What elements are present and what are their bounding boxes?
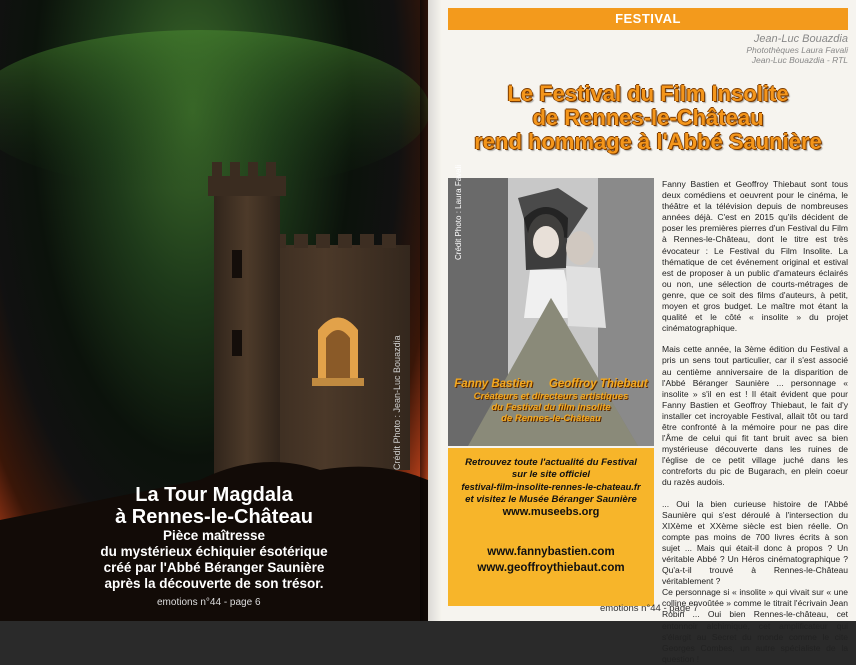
photo-credit-right: Crédit Photo : Laura Favali bbox=[454, 164, 463, 260]
caption-sub-line3: créé par l'Abbé Béranger Saunière bbox=[103, 560, 325, 575]
headline-line1: Le Festival du Film Insolite bbox=[507, 81, 789, 106]
paragraph-4: Ce personnage si « insolite » qui vivait sur « une colline envoûtée » comme le titrait l'écrivain Jean Robin ... Oui bien Rennes-le-château, cet entonnoir alchimique, cet amplificateur qui s'élargit au Secret du monde comme le cite Georges Combes, un autre spécialiste de la question ! bbox=[662, 587, 848, 664]
festival-link[interactable]: festival-film-insolite-rennes-le-chateau.fr bbox=[461, 482, 641, 492]
caption-sub-line1: Pièce maîtresse bbox=[162, 528, 266, 543]
caption-role-line1: Créateurs et directeurs artistiques bbox=[473, 391, 629, 402]
name-geoffroy: Geoffroy Thiebaut bbox=[548, 378, 648, 390]
geoffroy-website-link[interactable]: www.geoffroythiebaut.com bbox=[477, 562, 625, 574]
paragraph-1: Fanny Bastien et Geoffroy Thiebaut sont tous deux comédiens et oeuvrent pour le cinéma, le théâtre et la télévision depuis de nombreuses années déjà. C'est en 2015 qu'ils décident de poser les premières pierres d'un Festival du Film à Rennes-le-Château, dont le titre est très évocateur : Le Festival du Film Insolite. La thématique de cet événement original et estival est de proposer à un public d'amateurs éclairés ou non, une sélection de courts-métrages de genre, que ce soit des films d'auteurs, à petit, moyen et gros budget. Le maître mot étant la qualité et le côté « insolite » du projet cinématographique. bbox=[662, 179, 848, 334]
left-caption bbox=[0, 484, 428, 592]
info-line3: et visitez le Musée Béranger Saunière bbox=[465, 494, 637, 505]
photo-caption bbox=[448, 378, 654, 424]
author-credit2: Jean-Luc Bouazdia - RTL bbox=[751, 55, 848, 65]
article-body bbox=[662, 179, 848, 665]
info-line2: sur le site officiel bbox=[511, 469, 591, 480]
caption-role-line3: de Rennes-le-Château bbox=[501, 413, 601, 424]
author-credit1: Photothèques Laura Favali bbox=[746, 45, 848, 55]
caption-role-line2: du Festival du film insolite bbox=[491, 402, 611, 413]
caption-sub-line4: après la découverte de son trésor. bbox=[104, 576, 324, 591]
caption-title-line1: La Tour Magdala bbox=[135, 484, 293, 506]
museum-link[interactable]: www.museebs.org bbox=[502, 506, 600, 518]
page-number-right: emotions n°44 - page 7 bbox=[600, 603, 699, 614]
fanny-website-link[interactable]: www.fannybastien.com bbox=[487, 546, 615, 558]
headline-line3: rend hommage à l'Abbé Saunière bbox=[474, 129, 822, 154]
name-fanny: Fanny Bastien bbox=[454, 378, 533, 390]
paragraph-2: Mais cette année, la 3ème édition du Festival a pris un sens tout particulier, car il s'est associé au centième anniversaire de la disparition de l'Abbé Béranger Saunière ... personnage « insolite » s'il en est ! Il était évident que pour Fanny Bastien et Geoffroy Thiebaut, le fait d'y installer cet incroyable Festival, allait tôt ou tard être confronté à la mémoire pour ne pas dire l'Âme de celui qui fit tant bruit avec sa bien mystérieuse découverte dans les ruines de l'église de ce petit village juché dans les contreforts du pic de Bugarach, en plein coeur du razès audois. bbox=[662, 344, 848, 488]
article-headline bbox=[448, 82, 848, 154]
caption-sub-line2: du mystérieux échiquier ésotérique bbox=[100, 544, 328, 559]
headline-line2: de Rennes-le-Château bbox=[532, 105, 764, 130]
info-box bbox=[448, 448, 654, 606]
photo-credit-left: Crédit Photo : Jean-Luc Bouazdia bbox=[392, 335, 402, 470]
info-line1: Retrouvez toute l'actualité du Festival bbox=[465, 457, 637, 468]
caption-title-line2: à Rennes-le-Château bbox=[115, 506, 313, 528]
right-page bbox=[428, 0, 856, 664]
author-name: Jean-Luc Bouazdia bbox=[753, 33, 848, 45]
author-block bbox=[746, 33, 848, 65]
page-number-left: emotions n°44 - page 6 bbox=[157, 597, 261, 608]
left-page bbox=[0, 0, 428, 621]
page-gutter bbox=[420, 0, 442, 621]
paragraph-3: ... Oui la bien curieuse histoire de l'Abbé Saunière qui s'est déroulé à l'intersection du XIXème et XXème siècle est bien réelle. On compte pas moins de 700 livres écrits à son sujet ... Mais qui était-il donc à propos ? Un véritable Abbé ? Un Héros cinématographique ? Qu'a-t-il trouvé à Rennes-le-Château véritablement ? bbox=[662, 498, 848, 587]
info-line1-block bbox=[448, 457, 654, 481]
caption-names bbox=[448, 378, 654, 391]
section-rubric: FESTIVAL bbox=[448, 8, 848, 30]
